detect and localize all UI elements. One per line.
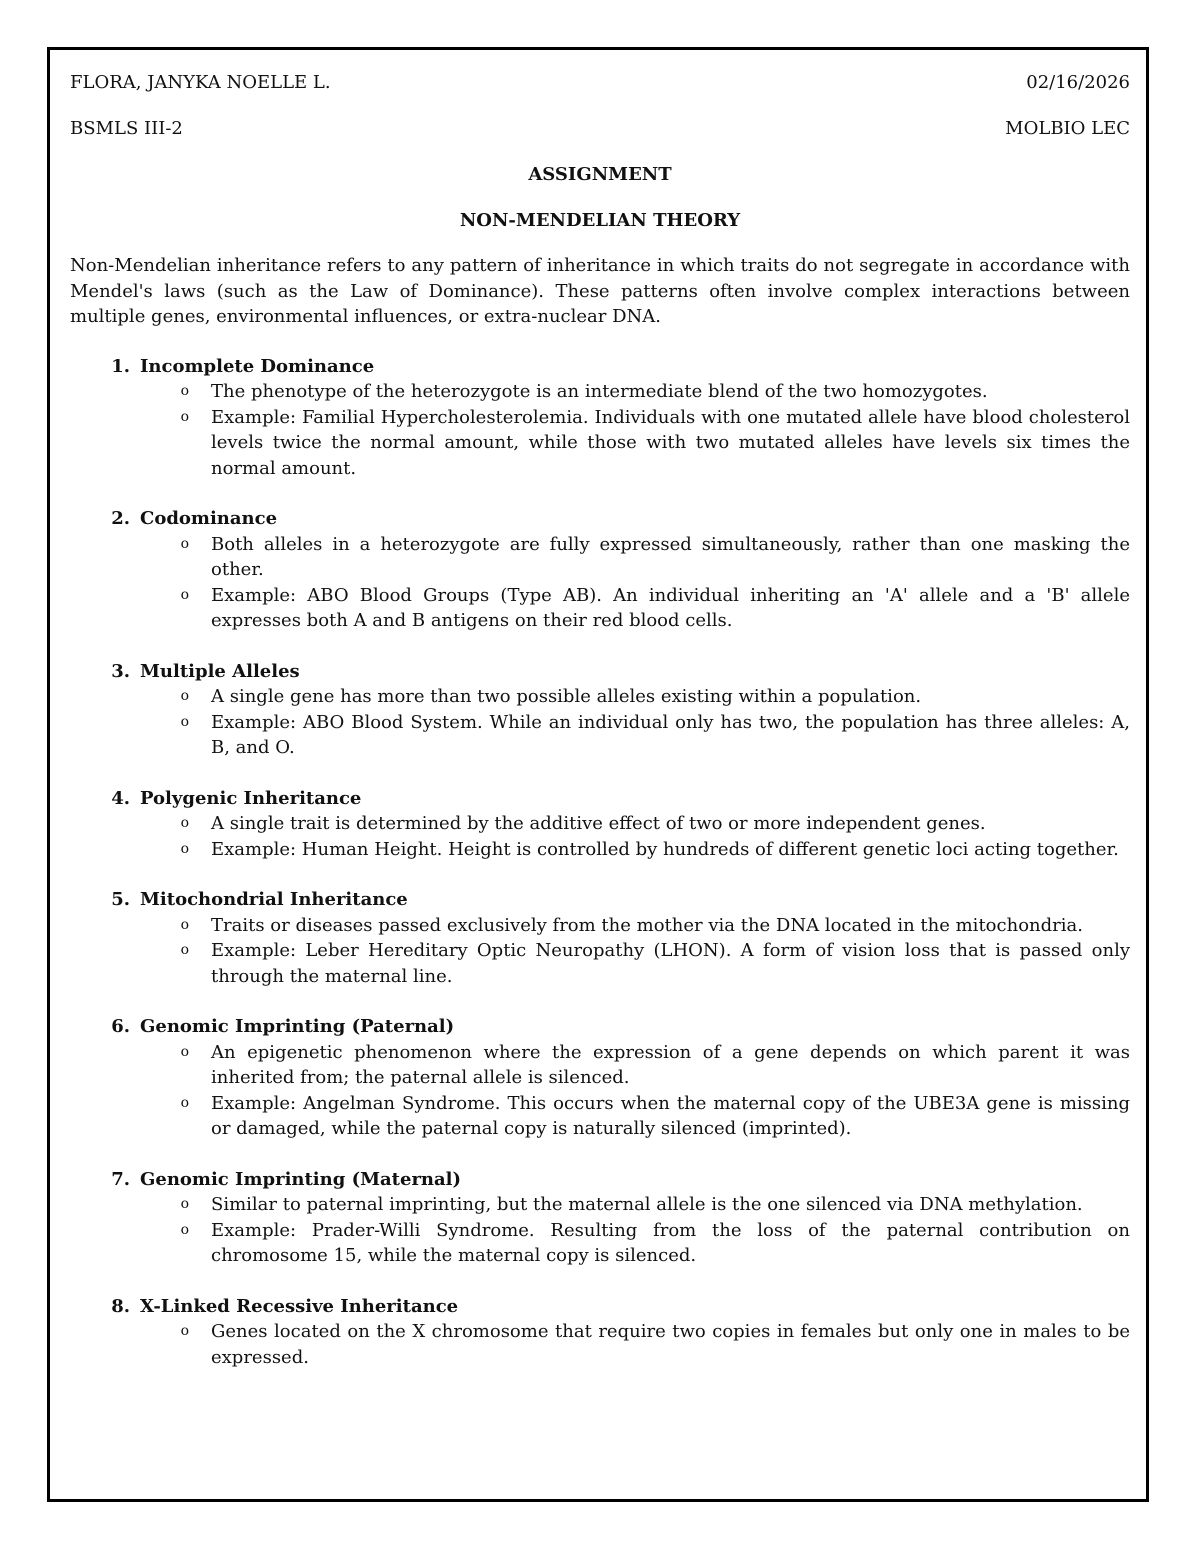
section-item	[70, 506, 1130, 634]
bullet-circle-icon: o	[180, 408, 189, 425]
bullet-point	[70, 405, 1130, 482]
bullet-text: Traits or diseases passed exclusively from the mother via the DNA located in the mitochondria.	[211, 914, 1083, 936]
section-heading-row	[70, 1167, 1130, 1193]
bullet-point	[70, 532, 1130, 583]
bullet-point	[70, 913, 1130, 939]
section-points	[70, 913, 1130, 990]
section-heading: Codominance	[140, 508, 278, 529]
class-section: BSMLS III-2	[70, 118, 183, 139]
section-points	[70, 379, 1130, 481]
section-item	[70, 887, 1130, 989]
bullet-text: Genes located on the X chromosome that require two copies in females but only one in males to be expressed.	[211, 1321, 1130, 1368]
section-item	[70, 1167, 1130, 1269]
bullet-circle-icon: o	[180, 586, 189, 603]
bullet-circle-icon: o	[180, 942, 189, 958]
section-heading: Mitochondrial Inheritance	[140, 889, 408, 910]
document-body	[70, 70, 1130, 1395]
bullet-text: Both alleles in a heterozygote are fully expressed simultaneously, rather than one masking the other.	[211, 533, 1130, 580]
section-item	[70, 659, 1130, 761]
bullet-circle-icon: o	[180, 1196, 189, 1212]
section-heading-row	[70, 887, 1130, 913]
student-name: FLORA, JANYKA NOELLE L.	[70, 72, 331, 93]
section-item	[70, 1014, 1130, 1142]
bullet-text: A single trait is determined by the additive effect of two or more independent genes.	[211, 813, 986, 834]
section-number: 1.	[111, 355, 130, 377]
bullet-point	[70, 1218, 1130, 1269]
section-heading: Incomplete Dominance	[140, 355, 375, 377]
bullet-circle-icon: o	[180, 815, 189, 831]
section-number: 4.	[111, 787, 130, 809]
bullet-text: Example: ABO Blood Groups (Type AB). An individual inheriting an 'A' allele and a 'B' allele expresses both A and B antigens on their red blood cells.	[211, 584, 1130, 631]
bullet-circle-icon: o	[180, 1094, 189, 1111]
section-points	[70, 1319, 1130, 1370]
section-heading: Genomic Imprinting (Paternal)	[140, 1016, 455, 1037]
bullet-text: A single gene has more than two possible alleles existing within a population.	[211, 686, 922, 707]
section-number: 8.	[111, 1295, 130, 1317]
section-points	[70, 1192, 1130, 1269]
bullet-point	[70, 811, 1130, 837]
bullet-point	[70, 1192, 1130, 1218]
bullet-point	[70, 938, 1130, 989]
header-row-2	[70, 116, 1130, 142]
bullet-text: Example: Angelman Syndrome. This occurs when the maternal copy of the UBE3A gene is missing or damaged, while the paternal copy is naturally silenced (imprinted).	[211, 1092, 1130, 1139]
bullet-text: Example: Familial Hypercholesterolemia. Individuals with one mutated allele have blood cholesterol levels twice the normal amount, while those with two mutated alleles have levels six times the normal amount.	[211, 406, 1130, 479]
header-row-1	[70, 70, 1130, 96]
bullet-circle-icon: o	[180, 840, 189, 857]
document-subtitle: NON-MENDELIAN THEORY	[459, 209, 741, 231]
bullet-text: Example: ABO Blood System. While an individual only has two, the population has three alleles: A, B, and O.	[211, 711, 1130, 758]
section-heading-row	[70, 354, 1130, 380]
bullet-circle-icon: o	[180, 1221, 189, 1238]
bullet-point	[70, 710, 1130, 761]
section-item	[70, 1294, 1130, 1371]
section-heading-row	[70, 786, 1130, 812]
sections-list	[70, 354, 1130, 1371]
bullet-circle-icon: o	[180, 713, 189, 730]
section-points	[70, 684, 1130, 761]
section-heading: Multiple Alleles	[140, 660, 300, 682]
section-heading-row	[70, 506, 1130, 532]
bullet-circle-icon: o	[180, 383, 189, 399]
submission-date: 02/16/2026	[1026, 72, 1130, 93]
bullet-circle-icon: o	[180, 688, 189, 704]
section-item	[70, 786, 1130, 863]
section-points	[70, 532, 1130, 634]
bullet-point	[70, 1091, 1130, 1142]
bullet-circle-icon: o	[180, 1323, 189, 1339]
bullet-text: Example: Prader-Willi Syndrome. Resulting from the loss of the paternal contribution on chromosome 15, while the maternal copy is silenced.	[211, 1219, 1130, 1266]
section-heading-row	[70, 1294, 1130, 1320]
section-points	[70, 1040, 1130, 1142]
bullet-text: The phenotype of the heterozygote is an intermediate blend of the two homozygotes.	[211, 381, 988, 402]
section-number: 2.	[111, 508, 130, 529]
document-title: ASSIGNMENT	[528, 164, 672, 185]
bullet-text: Example: Leber Hereditary Optic Neuropathy (LHON). A form of vision loss that is passed only through the maternal line.	[211, 940, 1130, 987]
bullet-text: Example: Human Height. Height is controlled by hundreds of different genetic loci acting together.	[211, 838, 1119, 860]
section-number: 5.	[111, 889, 130, 910]
bullet-point	[70, 379, 1130, 405]
bullet-point	[70, 1319, 1130, 1370]
bullet-circle-icon: o	[180, 535, 189, 552]
bullet-point	[70, 837, 1130, 863]
bullet-text: An epigenetic phenomenon where the expression of a gene depends on which parent it was inherited from; the paternal allele is silenced.	[211, 1041, 1130, 1088]
section-heading-row	[70, 1014, 1130, 1040]
bullet-point	[70, 1040, 1130, 1091]
section-number: 3.	[111, 660, 130, 682]
bullet-point	[70, 583, 1130, 634]
bullet-circle-icon: o	[180, 1043, 189, 1060]
bullet-circle-icon: o	[180, 916, 189, 933]
section-heading: X-Linked Recessive Inheritance	[140, 1295, 459, 1317]
section-points	[70, 811, 1130, 862]
section-item	[70, 354, 1130, 482]
section-number: 6.	[111, 1016, 130, 1037]
section-heading: Polygenic Inheritance	[140, 787, 362, 809]
intro-paragraph: Non-Mendelian inheritance refers to any pattern of inheritance in which traits do not segregate in accordance with Mendel's laws (such as the Law of Dominance). These patterns often involve complex interactions between multiple genes, environmental influences, or extra-nuclear DNA.	[70, 255, 1130, 327]
section-heading: Genomic Imprinting (Maternal)	[140, 1168, 462, 1190]
section-number: 7.	[111, 1168, 130, 1190]
section-heading-row	[70, 659, 1130, 685]
bullet-text: Similar to paternal imprinting, but the maternal allele is the one silenced via DNA methylation.	[211, 1194, 1083, 1215]
course-name: MOLBIO LEC	[1005, 118, 1130, 139]
bullet-point	[70, 684, 1130, 710]
